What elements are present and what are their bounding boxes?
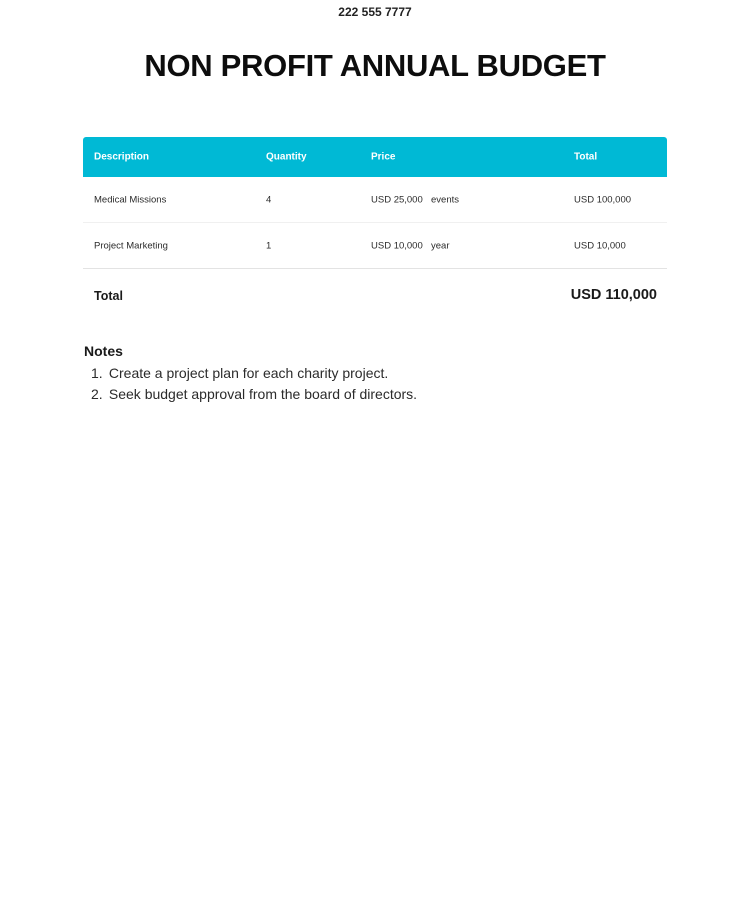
note-text: Create a project plan for each charity project. — [108, 365, 389, 381]
note-text: Seek budget approval from the board of directors. — [108, 386, 418, 402]
row-total: USD 10,000 — [574, 240, 626, 251]
grand-total-label: Total — [94, 289, 123, 303]
notes-heading: Notes — [84, 343, 123, 359]
row-price: USD 25,000 — [371, 194, 423, 205]
grand-total-row — [83, 278, 667, 314]
list-item — [91, 384, 417, 405]
table-row — [83, 223, 667, 269]
column-header-quantity: Quantity — [266, 151, 307, 163]
column-header-total: Total — [574, 151, 598, 163]
list-item — [91, 363, 417, 384]
phone-number: 222 555 7777 — [338, 5, 412, 19]
note-number: 2. — [91, 386, 103, 402]
column-header-price: Price — [371, 151, 396, 163]
row-quantity: 4 — [266, 194, 272, 205]
row-price: USD 10,000 — [371, 240, 423, 251]
notes-list — [91, 363, 417, 405]
note-number: 1. — [91, 365, 103, 381]
column-header-description: Description — [94, 151, 150, 163]
row-quantity: 1 — [266, 240, 272, 251]
budget-table — [83, 137, 667, 269]
row-unit: events — [431, 194, 459, 205]
table-header — [83, 137, 667, 177]
page-title: NON PROFIT ANNUAL BUDGET — [144, 48, 606, 83]
row-total: USD 100,000 — [574, 194, 632, 205]
row-description: Medical Missions — [94, 194, 167, 205]
row-description: Project Marketing — [94, 240, 168, 251]
table-row — [83, 177, 667, 223]
grand-total-value: USD 110,000 — [570, 287, 657, 303]
row-unit: year — [431, 240, 450, 251]
